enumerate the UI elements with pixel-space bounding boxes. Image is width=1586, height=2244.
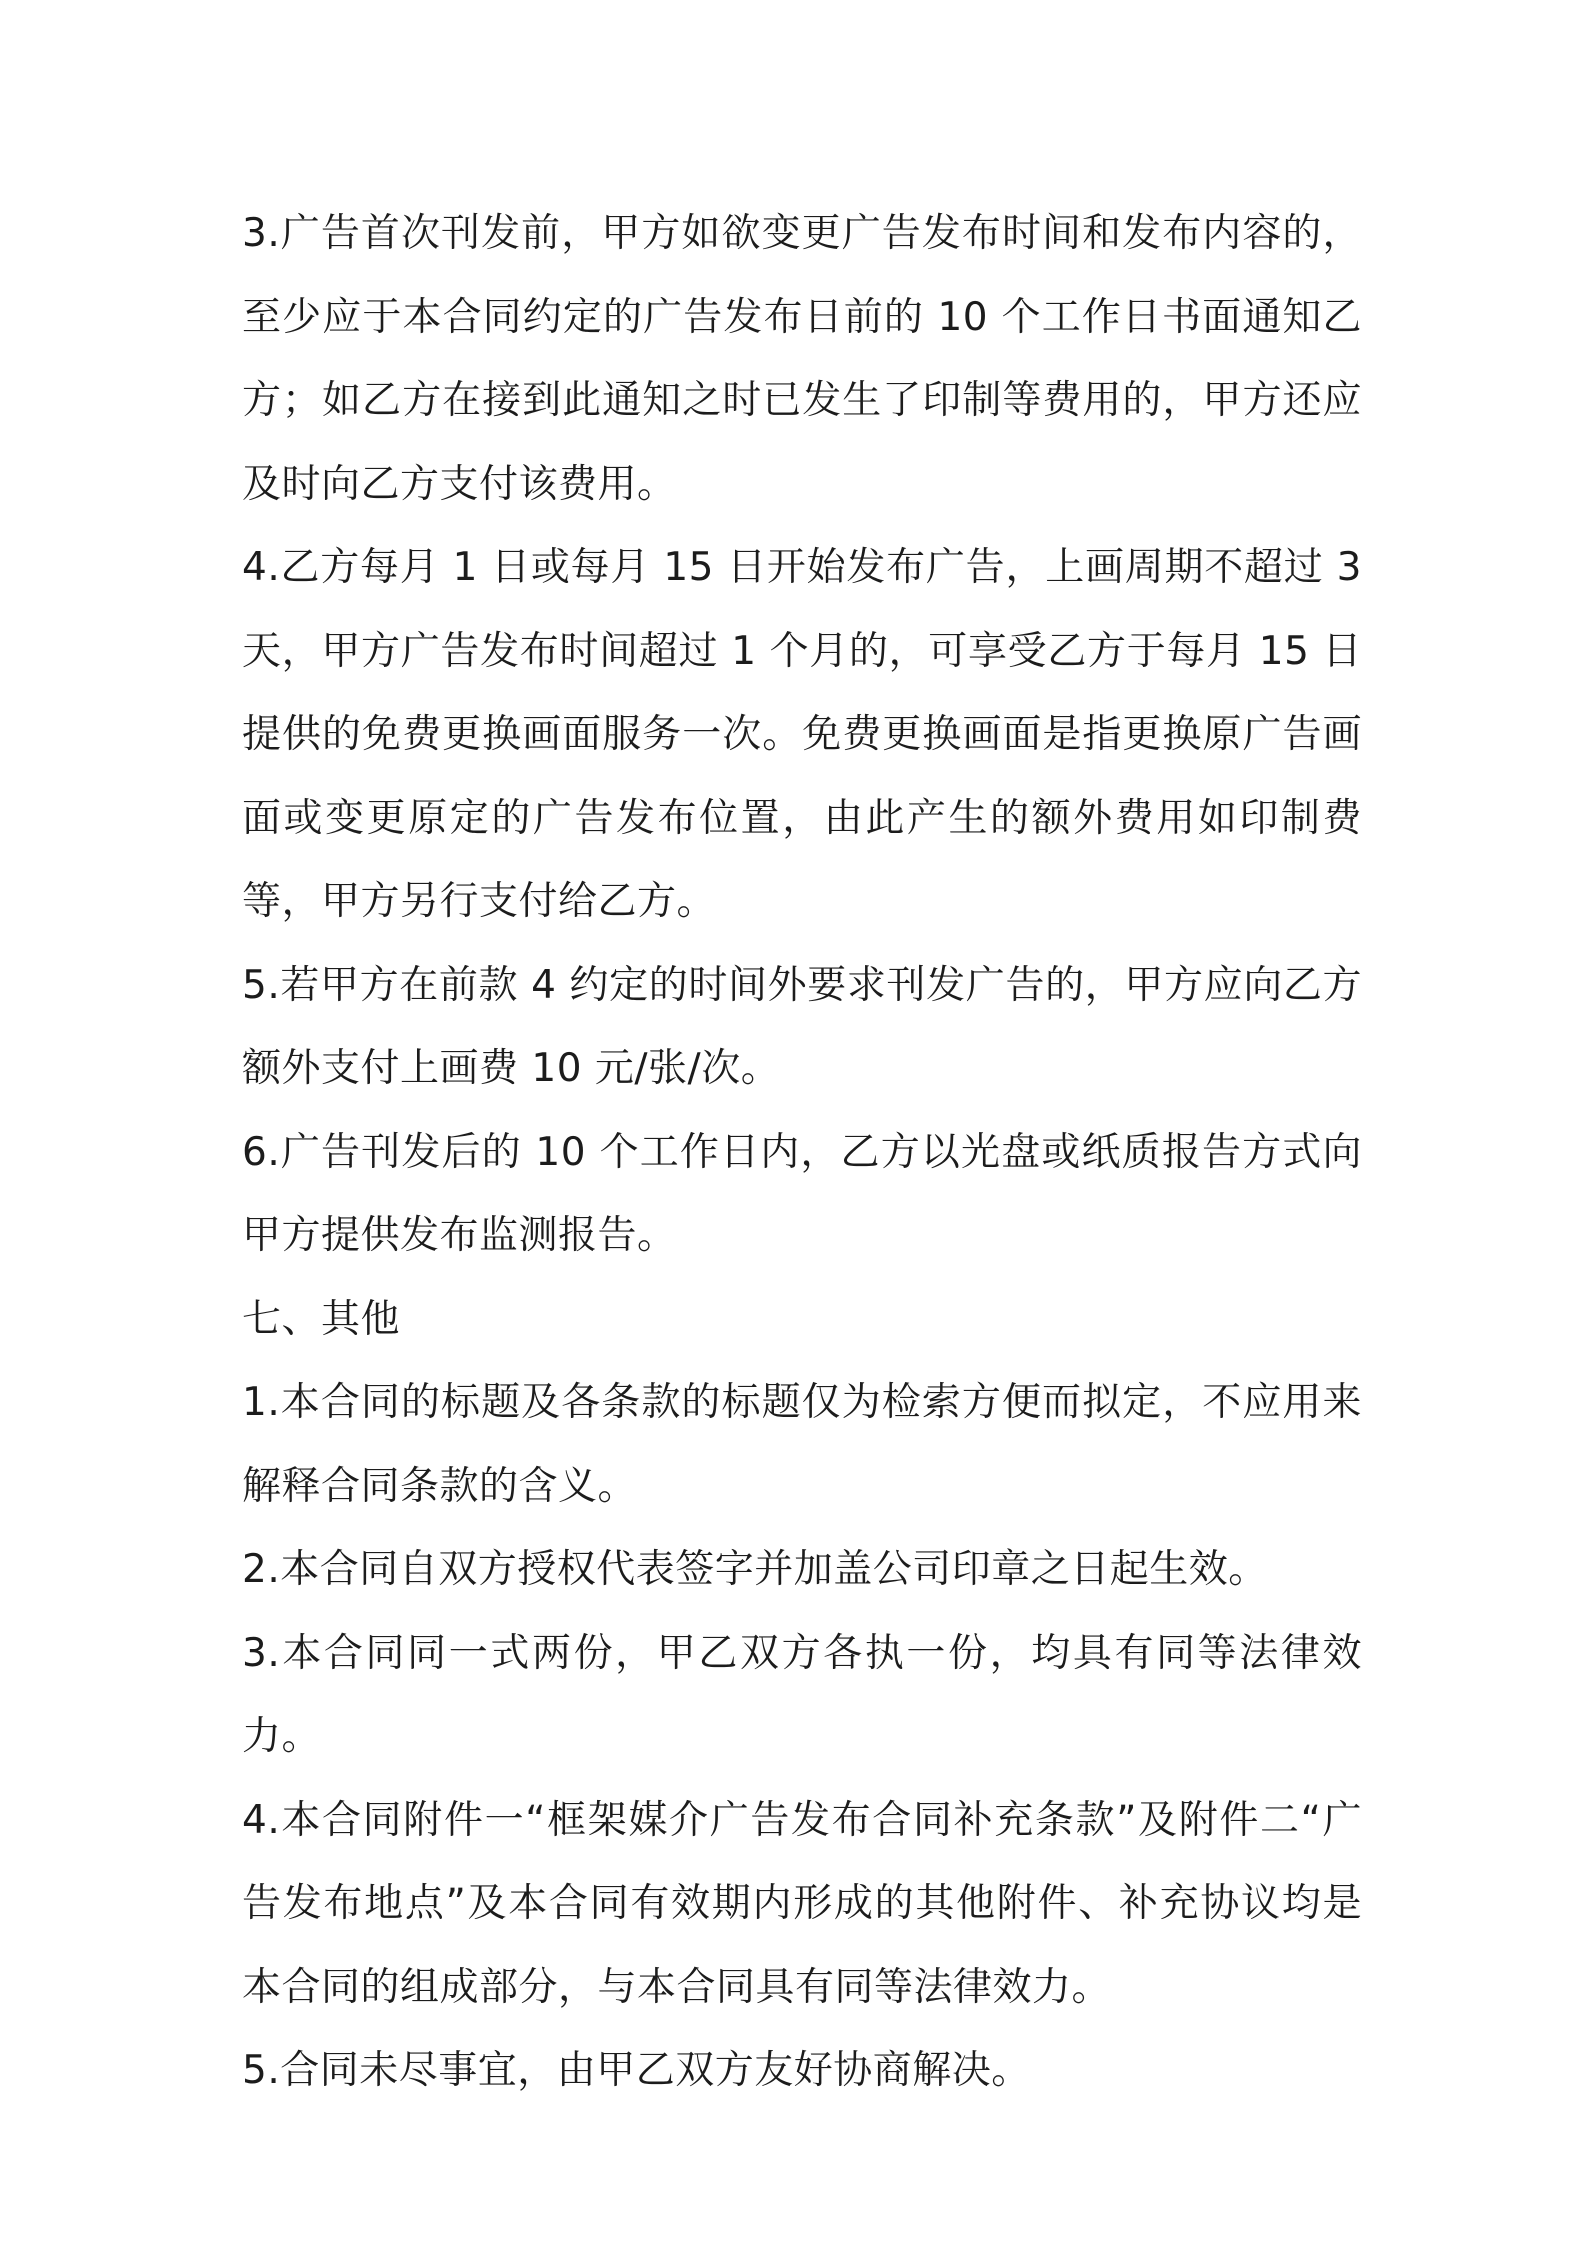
clause-paragraph: 4.本合同附件一“框架媒介广告发布合同补充条款”及附件二“广告发布地点”及本合同有效期内形成的其他附件、补充协议均是本合同的组成部分，与本合同具有同等法律效力。	[242, 1797, 1362, 2010]
section-heading: 七、其他	[242, 1296, 401, 1342]
clause-paragraph: 5.若甲方在前款 4 约定的时间外要求刊发广告的，甲方应向乙方额外支付上画费 10 元/张/次。	[242, 962, 1362, 1091]
clause-paragraph: 1.本合同的标题及各条款的标题仅为检索方便而拟定，不应用来解释合同条款的含义。	[242, 1380, 1362, 1509]
clause-paragraph: 3.本合同同一式两份，甲乙双方各执一份，均具有同等法律效力。	[242, 1630, 1362, 1759]
clause-paragraph: 3.广告首次刊发前，甲方如欲变更广告发布时间和发布内容的，至少应于本合同约定的广告发布日前的 10 个工作日书面通知乙方；如乙方在接到此通知之时已发生了印制等费用的，甲方还应及时向乙方支付该费用。	[242, 211, 1362, 507]
clause-paragraph: 4.乙方每月 1 日或每月 15 日开始发布广告，上画周期不超过 3 天，甲方广告发布时间超过 1 个月的，可享受乙方于每月 15 日提供的免费更换画面服务一次。免费更换画面是指更换原广告画面或变更原定的广告发布位置，由此产生的额外费用如印制费等，甲方另行支付给乙方。	[242, 545, 1375, 924]
clause-paragraph: 2.本合同自双方授权代表签字并加盖公司印章之日起生效。	[242, 1547, 1268, 1592]
clause-paragraph: 6.广告刊发后的 10 个工作日内，乙方以光盘或纸质报告方式向甲方提供发布监测报告。	[242, 1129, 1362, 1258]
clause-paragraph: 5.合同未尽事宜，由甲乙双方友好协商解决。	[242, 2048, 1031, 2093]
document-body	[242, 192, 1375, 2113]
